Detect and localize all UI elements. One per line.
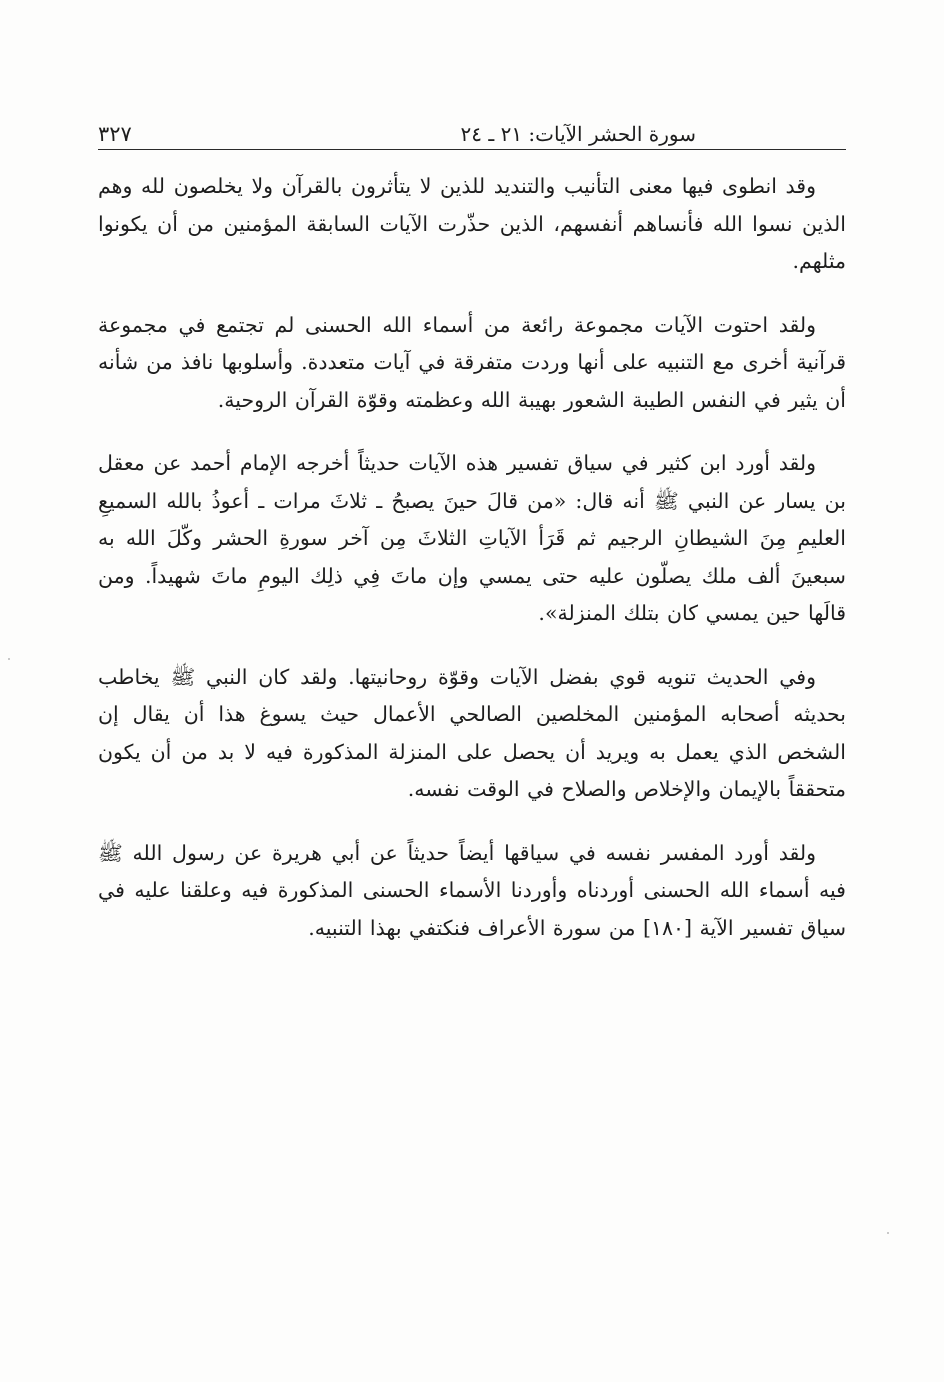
text-line: أن يكونوا مثلهم. [98,211,846,273]
scan-speck [8,658,10,660]
paragraph-4 [98,659,846,809]
scan-speck [887,1232,889,1234]
text-line: من أن يكون متحققاً بالإيمان والإخلاص والصلاح في الوقت نفسه. [98,739,846,801]
running-header [98,112,846,150]
paragraph-3 [98,445,846,633]
text-line: ولقد أورد ابن كثير في سياق تفسير هذه الآيات حديثاً أخرجه الإمام أحمد [190,451,816,475]
running-title: سورة الحشر الآيات: ٢١ ـ ٢٤ [460,122,696,146]
text-line: ولقد احتوت الآيات مجموعة رائعة من أسماء الله الحسنى لم تجتمع في [178,312,816,337]
text-line: شهيداً. ومن قالَها حين يمسي كان بتلك المنزلة». [98,563,846,625]
text-line: عن معقل بن يسار عن النبي ﷺ أنه قال: «من قالَ حينَ يصبحُ ـ ثلاثَ مرات ـ أعوذُ [98,451,846,513]
text-line: نافذ من شأنه أن يثير في النفس الطيبة الشعور بهيبة الله وعظمته وقوّة القرآن [98,350,846,412]
paragraph-1 [98,168,846,281]
paragraph-5 [98,835,846,948]
text-line: وفي الحديث تنويه قوي بفضل الآيات وقوّة روحانيتها. ولقد كان النبي ﷺ [170,664,816,689]
text-line: الله ﷺ فيه أسماء الله الحسنى أوردناه وأوردنا الأسماء الحسنى المذكورة فيه وعلقنا [98,840,846,902]
text-line: ولقد أورد المفسر نفسه في سياقها أيضاً حديثاً عن أبي هريرة عن رسول [172,840,816,865]
text-line: لله وهم الذين نسوا الله فأنساهم أنفسهم، الذين حذّرت الآيات السابقة المؤمنين من [98,174,846,236]
text-line: يقال إن الشخص الذي يعمل به ويريد أن يحصل على المنزلة المذكورة فيه لا بد [98,702,846,764]
text-line: عليه في سياق تفسير الآية [١٨٠] من سورة الأعراف فنكتفي بهذا التنبيه. [98,878,846,940]
paragraph-2 [98,307,846,420]
text-line: الروحية. [217,387,288,412]
text-line: بالله السميعِ العليمِ مِنَ الشيطانِ الرجيم ثم قَرَأ الآياتِ الثلاثَ مِن آخر سورةِ الحشر [98,488,846,550]
text-line: يخاطب بحديثه أصحابه المؤمنين المخلصين الصالحي الأعمال حيث يسوغ هذا أن [98,664,846,726]
text-line: وكّلَ الله به سبعينَ ألف ملك يصلّون عليه حتى يمسي وإن ماتَ فِي ذلِك اليومِ ماتَ [98,526,846,588]
page-body [98,168,846,973]
text-line: وقد انطوى فيها معنى التأنيب والتنديد للذين لا يتأثرون بالقرآن ولا يخلصون [173,174,816,198]
text-line: مجموعة قرآنية أخرى مع التنبيه على أنها وردت متفرقة في آيات متعددة. وأسلوبها [98,312,847,374]
page-number: ٣٢٧ [98,122,132,146]
